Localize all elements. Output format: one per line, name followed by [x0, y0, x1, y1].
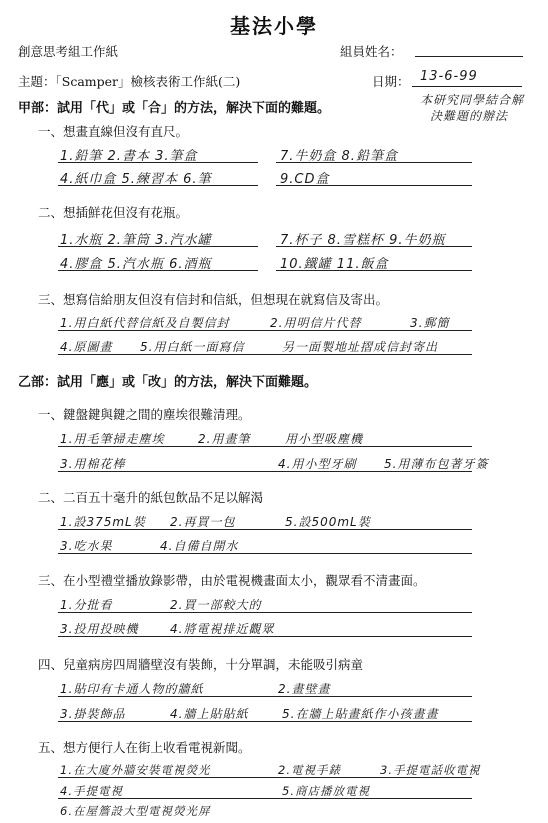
answer-line	[58, 330, 472, 331]
group-name-line	[415, 56, 523, 57]
answer-b4-r2a: 3.掛裝飾品	[60, 707, 126, 721]
answer-line	[58, 270, 258, 271]
answer-b3-r1a: 1.分批看	[60, 598, 113, 612]
answer-line	[58, 696, 472, 697]
answer-line	[58, 798, 472, 799]
answer-b1-r2a: 3.用棉花棒	[60, 457, 126, 471]
answer-b1-r1b: 2.用畫筆	[198, 432, 251, 446]
answer-b4-r1a: 1.貼印有卡通人物的牆紙	[60, 682, 204, 696]
answer-line	[58, 721, 472, 722]
answer-b2-r1a: 1.設375mL裝	[60, 515, 146, 529]
answer-line	[58, 529, 472, 530]
part-a-q1: 一、想畫直線但沒有直尺。	[38, 124, 189, 139]
answer-a2-r2b: 10.鐵罐 11.飯盒	[280, 257, 389, 272]
answer-line	[58, 612, 472, 613]
topic-line: 主題：「Scamper」檢核表術工作紙(二)	[18, 74, 241, 89]
answer-b2-r1c: 5.設500mL裝	[285, 515, 371, 529]
answer-b5-r3a: 6.在屋簷設大型電視熒光屏	[60, 804, 211, 818]
date-note-2: 決難題的辦法	[430, 109, 509, 123]
answer-a1-r1a: 1.鉛筆 2.書本 3.筆盒	[60, 149, 198, 164]
answer-a3-r2b: 5.用白紙一面寫信	[140, 340, 245, 354]
answer-line	[276, 185, 472, 186]
answer-b4-r1b: 2.畫壁畫	[278, 682, 331, 696]
answer-line	[58, 354, 472, 355]
answer-a2-r2a: 4.膠盒 5.汽水瓶 6.酒瓶	[60, 257, 212, 272]
answer-line	[58, 446, 472, 447]
answer-b1-r1c: 用小型吸塵機	[285, 432, 364, 446]
page-title: 基法小學	[230, 14, 318, 38]
answer-a2-r1b: 7.杯子 8.雪糕杯 9.牛奶瓶	[280, 233, 446, 248]
answer-a1-r2a: 4.紙巾盒 5.練習本 6.筆	[60, 172, 212, 187]
answer-b2-r1b: 2.再買一包	[170, 515, 236, 529]
answer-line	[58, 636, 472, 637]
answer-line	[58, 246, 258, 247]
answer-b3-r2a: 3.投用投映機	[60, 622, 139, 636]
answer-b5-r1b: 2.電視手錶	[278, 763, 341, 777]
part-b-q4: 四、兒童病房四周牆壁沒有裝飾，十分單調，未能吸引病童	[38, 657, 364, 672]
answer-line	[58, 471, 472, 472]
answer-a1-r1b: 7.牛奶盒 8.鉛筆盒	[280, 149, 398, 164]
answer-b2-r2b: 4.自備自開水	[160, 539, 239, 553]
answer-b3-r1b: 2.買一部較大的	[170, 598, 262, 612]
answer-b2-r2a: 3.吃水果	[60, 539, 113, 553]
answer-b5-r2b: 5.商店播放電視	[282, 784, 370, 798]
answer-b4-r2b: 4.牆上貼貼紙	[170, 707, 249, 721]
date-note-1: 本研究同學結合解	[420, 93, 525, 107]
answer-b5-r1c: 3.手提電話收電視	[380, 763, 481, 777]
answer-a1-r2b: 9.CD盒	[280, 172, 330, 187]
answer-a3-r2c: 另一面製地址摺成信封寄出	[282, 340, 439, 354]
answer-a3-r1a: 1.用白紙代替信紙及自製信封	[60, 316, 230, 330]
part-b-heading: 乙部：試用「應」或「改」的方法，解決下面難題。	[18, 375, 318, 390]
part-b-q3: 三、在小型禮堂播放錄影帶，由於電視機畫面太小，觀眾看不清畫面。	[38, 573, 426, 588]
answer-a3-r1c: 3.郵簡	[410, 316, 450, 330]
answer-line	[276, 270, 472, 271]
part-b-q1: 一、鍵盤鍵與鍵之間的塵埃很難清理。	[38, 407, 251, 422]
answer-b4-r2c: 5.在牆上貼畫紙作小孩畫畫	[282, 707, 439, 721]
date-label: 日期：	[372, 74, 410, 89]
part-b-q2: 二、二百五十毫升的紙包飲品不足以解渴	[38, 490, 264, 505]
answer-a2-r1a: 1.水瓶 2.筆筒 3.汽水罐	[60, 233, 212, 248]
answer-b5-r2a: 4.手提電視	[60, 784, 123, 798]
part-a-heading: 甲部：試用「代」或「合」的方法，解決下面的難題。	[18, 101, 331, 116]
answer-b1-r1a: 1.用毛筆掃走塵埃	[60, 432, 165, 446]
answer-b3-r2b: 4.將電視排近觀眾	[170, 622, 275, 636]
answer-line	[276, 246, 472, 247]
part-a-q3: 三、想寫信給朋友但沒有信封和信紙，但想現在就寫信及寄出。	[38, 292, 389, 307]
answer-line	[276, 162, 472, 163]
answer-a3-r2a: 4.原圖畫	[60, 340, 113, 354]
answer-b1-r2b: 4.用小型牙刷	[278, 457, 357, 471]
part-a-q2: 二、想插鮮花但沒有花瓶。	[38, 205, 189, 220]
part-b-q5: 五、想方便行人在街上收看電視新聞。	[38, 740, 251, 755]
date-value: 13-6-99	[420, 69, 478, 84]
answer-b1-r2c: 5.用薄布包著牙簽	[384, 457, 489, 471]
group-name-label: 組員姓名：	[340, 44, 403, 59]
worksheet-label: 創意思考組工作紙	[18, 44, 119, 59]
answer-line	[58, 185, 258, 186]
answer-b5-r1a: 1.在大廈外牆安裝電視熒光	[60, 763, 211, 777]
answer-line	[58, 777, 472, 778]
answer-a3-r1b: 2.用明信片代替	[270, 316, 362, 330]
answer-line	[58, 162, 258, 163]
date-line	[412, 86, 522, 87]
answer-line	[58, 553, 472, 554]
